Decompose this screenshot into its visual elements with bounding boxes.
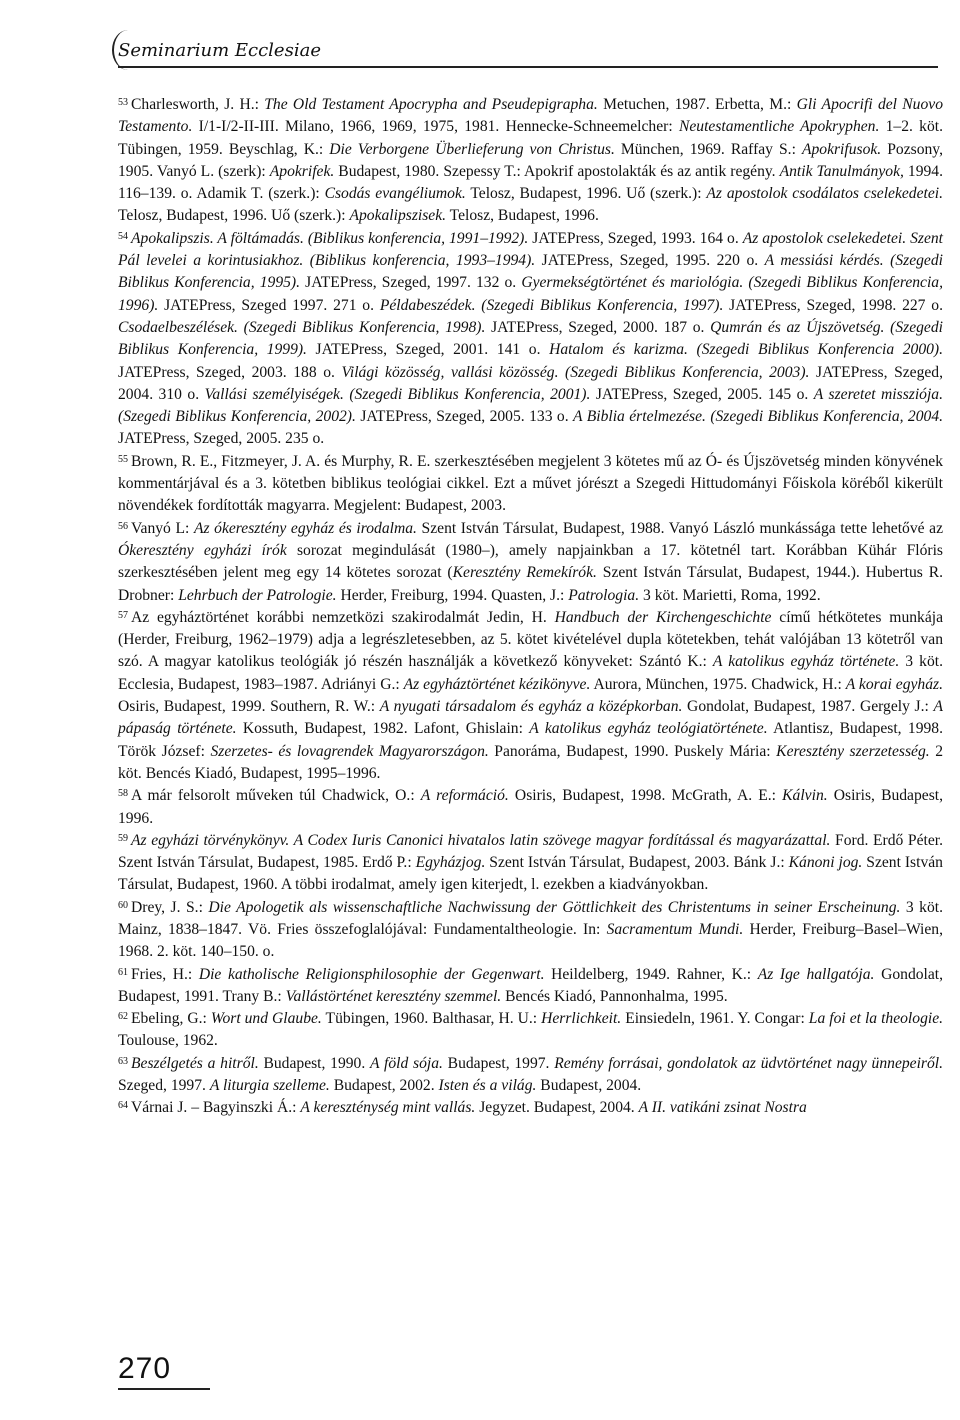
footnote-italic-text: A nyugati társadalom és egyház a középkorban. bbox=[379, 698, 683, 716]
footnote-italic-text: Apokrifek. bbox=[269, 162, 335, 180]
footnote-text: Budapest, 2004. bbox=[536, 1077, 642, 1095]
footnote-text: 3 köt. Mainz, 1838–1847. Vö. Fries összefoglalójával: Fundamentaltheologie. In: bbox=[118, 898, 944, 938]
footnote-text: 1–2. köt. Tübingen, 1959. Beyschlag, K.: bbox=[118, 118, 943, 158]
footnote-text: Budapest, 1980. Szepessy T.: Apokrif apostolakták és az antik regény. bbox=[334, 162, 780, 180]
footnote-text: JATEPress, Szeged, 2005. 145 o. bbox=[590, 385, 814, 403]
footnote-italic-text: Az ókeresztény egyház és irodalma. bbox=[193, 519, 417, 537]
footnote-italic-text: Keresztény Remekírók. bbox=[452, 564, 597, 582]
footnote-italic-text: Csodás evangéliumok. bbox=[324, 185, 466, 203]
footnote-italic-text: Remény forrásai, gondolatok az üdvtörténet nagy ünnepeiről. bbox=[554, 1054, 944, 1072]
footnote-text: Az egyháztörténet korábbi nemzetközi szakirodalmát Jedin, H. bbox=[131, 608, 555, 626]
footnote-55 bbox=[118, 451, 943, 518]
footnote-text: Ebeling, G.: bbox=[131, 1010, 211, 1028]
footnote-italic-text: Apokalipszis. A föltámadás. (Biblikus konferencia, 1991–1992). bbox=[131, 229, 529, 247]
footnote-text: Toulouse, 1962. bbox=[118, 1032, 218, 1050]
footnote-italic-text: A II. vatikáni zsinat Nostra bbox=[638, 1099, 807, 1117]
footnote-text: Telosz, Budapest, 1996. bbox=[446, 207, 599, 225]
footnote-text: Charlesworth, J. H.: bbox=[131, 96, 265, 113]
footnote-text: Telosz, Budapest, 1996. Uő (szerk.): bbox=[465, 185, 707, 203]
footnote-italic-text: La foi et la theologie. bbox=[808, 1010, 944, 1028]
footnote-text: 3 köt. Ecclesia, Budapest, 1983–1987. Adriányi G.: bbox=[118, 653, 943, 693]
footnote-text: Tübingen, 1960. Balthasar, H. U.: bbox=[321, 1010, 542, 1028]
footnote-italic-text: Lehrbuch der Patrologie. bbox=[178, 586, 337, 604]
footnote-number: 61 bbox=[118, 966, 128, 978]
footnote-56 bbox=[118, 518, 943, 607]
footnote-italic-text: Az egyháztörténet kézikönyve. bbox=[403, 675, 591, 693]
footnote-italic-text: Keresztény szerzetesség. bbox=[776, 742, 930, 760]
footnote-italic-text: Die Verborgene Überlieferung von Christus. bbox=[329, 140, 615, 158]
footnote-text: JATEPress, Szeged, 2004. 310 o. bbox=[118, 363, 943, 403]
footnote-italic-text: Beszélgetés a hitről. bbox=[131, 1054, 259, 1072]
footnote-text: Osiris, Budapest, 1998. McGrath, A. E.: bbox=[508, 787, 783, 805]
footnote-italic-text: Patrologia. bbox=[568, 586, 640, 604]
footnote-text: Einsiedeln, 1961. Y. Congar: bbox=[621, 1010, 809, 1028]
footnote-text: Herder, Freiburg, 1994. Quasten, J.: bbox=[336, 586, 569, 604]
footnote-italic-text: Sacramentum Mundi. bbox=[606, 920, 744, 938]
footnote-text: Szent István Társulat, Budapest, 1960. A többi irodalmat, amely igen kiterjedt, l. ezekben a kiadványokban. bbox=[118, 854, 943, 894]
footnote-number: 64 bbox=[118, 1100, 128, 1112]
footnote-italic-text: Vallástörténet keresztény szemmel. bbox=[285, 987, 502, 1005]
running-header bbox=[118, 26, 938, 72]
footnote-text: Szent István Társulat, Budapest, 1988. Vanyó László munkássága tette lehetővé az bbox=[416, 519, 944, 537]
footnote-text: Pozsony, 1905. Vanyó L. (szerk): bbox=[118, 140, 943, 180]
footnote-italic-text: A föld sója. bbox=[370, 1054, 443, 1072]
footnote-italic-text: Egyházjog. bbox=[415, 854, 486, 872]
footnote-text: Metuchen, 1987. Erbetta, M.: bbox=[597, 96, 797, 113]
footnote-italic-text: Hatalom és karizma. (Szegedi Biblikus Konferencia 2000). bbox=[549, 341, 944, 359]
footnote-text: 1994. 116–139. o. Adamik T. (szerk.): bbox=[118, 162, 943, 203]
footnote-text: JATEPress, Szeged, 2005. 235 o. bbox=[118, 430, 325, 448]
footnote-text: I/1-I/2-II-III. Milano, 1966, 1969, 1975, 1981. Hennecke-Schneemelcher: bbox=[192, 118, 679, 136]
footnote-text: Budapest, 1997. bbox=[442, 1054, 555, 1072]
footnote-italic-text: A katolikus egyház teológiatörténete. bbox=[529, 720, 768, 738]
footnote-text: Szent István Társulat, Budapest, 2003. Bánk J.: bbox=[485, 854, 789, 872]
footnote-text: A már felsorolt műveken túl Chadwick, O.: bbox=[131, 787, 421, 805]
footnote-text: sorozat megindulását (1980–), amely napjainkban a 17. kötetnél tart. Korábban Kühár Flóris szerkesztésében jelent meg egy 14 kötetes sorozat ( bbox=[118, 541, 943, 582]
footnote-text: Fries, H.: bbox=[131, 965, 199, 983]
footnote-italic-text: A katolikus egyház története. bbox=[712, 653, 900, 671]
footnote-italic-text: A kereszténység mint vallás. bbox=[300, 1099, 476, 1117]
footnote-italic-text: Az Ige hallgatója. bbox=[757, 965, 875, 983]
footnote-text: Jegyzet. Budapest, 2004. bbox=[475, 1099, 639, 1117]
footnote-text: Drey, J. S.: bbox=[131, 898, 209, 916]
footnote-number: 60 bbox=[118, 899, 128, 911]
footnote-italic-text: Az apostolok csodálatos cselekedetei. bbox=[706, 185, 944, 203]
footnote-text: JATEPress, Szeged, 2005. 133 o. bbox=[355, 408, 574, 426]
footnotes-block bbox=[118, 94, 943, 1120]
footnote-italic-text: Qumrán és az Újszövetség. (Szegedi Biblikus Konferencia, 1999). bbox=[118, 318, 943, 359]
footnote-text: Panoráma, Budapest, 1990. Puskely Mária: bbox=[488, 742, 777, 760]
footnote-text: Bencés Kiadó, Pannonhalma, 1995. bbox=[501, 987, 728, 1005]
footnote-text: Ford. Erdő Péter. Szent István Társulat, Budapest, 1985. Erdő P.: bbox=[118, 831, 943, 872]
footnote-text: Budapest, 1990. bbox=[258, 1054, 371, 1072]
footnote-italic-text: Gli Apocrifi del Nuovo Testamento. bbox=[118, 96, 943, 136]
footnote-61 bbox=[118, 964, 943, 1009]
footnote-italic-text: Gyermekségtörténet és mariológia. (Szegedi Biblikus Konferencia, 1996). bbox=[118, 274, 943, 314]
page-number-rule bbox=[118, 1388, 210, 1390]
footnote-number: 58 bbox=[118, 788, 128, 800]
footnote-text: Osiris, Budapest, 1996. bbox=[118, 787, 943, 827]
footnote-text: JATEPress, Szeged, 1997. 132 o. bbox=[300, 274, 522, 292]
footnote-text: Szent István Társulat, Budapest, 1944.). Hubertus R. Drobner: bbox=[118, 564, 943, 604]
footnote-text: Osiris, Budapest, 1999. Southern, R. W.: bbox=[118, 698, 380, 716]
footnote-number: 57 bbox=[118, 609, 128, 621]
footnote-italic-text: Ókeresztény egyházi írók bbox=[118, 541, 287, 559]
footnote-57 bbox=[118, 607, 943, 785]
footnote-italic-text: Neutestamentliche Apokryphen. bbox=[678, 118, 880, 136]
footnote-text: 2 köt. Bencés Kiadó, Budapest, 1995–1996. bbox=[118, 742, 943, 782]
footnote-text: Szeged, 1997. bbox=[118, 1077, 210, 1095]
footnote-54 bbox=[118, 228, 943, 451]
header-rule bbox=[118, 66, 938, 68]
footnote-number: 63 bbox=[118, 1055, 128, 1067]
footnote-64 bbox=[118, 1097, 943, 1119]
footnote-53 bbox=[118, 94, 943, 228]
footnote-text: Gondolat, Budapest, 1987. Gergely J.: bbox=[682, 698, 934, 716]
footnote-italic-text: Csodaelbeszélések. (Szegedi Biblikus Konferencia, 1998). bbox=[118, 318, 486, 336]
footnote-italic-text: Vallási személyiségek. (Szegedi Biblikus Konferencia, 2001). bbox=[204, 385, 591, 403]
footnote-italic-text: A liturgia szelleme. bbox=[209, 1077, 330, 1095]
footnote-italic-text: Die Apologetik als wissenschaftliche Nachwissung der Göttlichkeit des Christentums in seiner Erscheinung. bbox=[208, 898, 901, 916]
footnote-italic-text: Apokalipszisek. bbox=[349, 207, 447, 225]
footnote-text: Aurora, München, 1975. Chadwick, H.: bbox=[590, 675, 846, 693]
footnote-59 bbox=[118, 830, 943, 897]
footnote-italic-text: Kánoni jog. bbox=[788, 854, 863, 872]
footnote-63 bbox=[118, 1053, 943, 1098]
footnote-italic-text: Az apostolok cselekedetei. Szent Pál levelei a korintusiakhoz. (Biblikus konferencia, 1993–1994). bbox=[118, 229, 944, 270]
footnote-text: JATEPress, Szeged, 1998. 227 o. bbox=[723, 296, 943, 314]
footnote-number: 55 bbox=[118, 453, 128, 465]
footnote-italic-text: Die katholische Religionsphilosophie der Gegenwart. bbox=[198, 965, 545, 983]
footnote-italic-text: Példabeszédek. (Szegedi Biblikus Konferencia, 1997). bbox=[379, 296, 724, 314]
footnote-italic-text: A korai egyház. bbox=[845, 675, 943, 693]
footnote-italic-text: Az egyházi törvénykönyv. A Codex Iuris Canonici hivatalos latin szövege magyar fordítással és magyarázattal. bbox=[131, 831, 831, 849]
footnote-58 bbox=[118, 785, 943, 830]
footnote-text: Várnai J. – Bagyinszki Á.: bbox=[131, 1099, 301, 1117]
footnote-text: München, 1969. Raffay S.: bbox=[614, 140, 802, 158]
footnote-italic-text: Wort und Glaube. bbox=[210, 1010, 322, 1028]
footnote-italic-text: A pápaság története. bbox=[118, 698, 944, 738]
footnote-number: 54 bbox=[118, 230, 128, 242]
footnote-text: Heildelberg, 1949. Rahner, K.: bbox=[544, 965, 758, 983]
page-number: 270 bbox=[118, 1352, 172, 1385]
footnote-text: JATEPress, Szeged, 2000. 187 o. bbox=[485, 318, 711, 336]
footnote-text: JATEPress, Szeged, 1995. 220 o. bbox=[535, 252, 765, 270]
footnote-text: Herder, Freiburg–Basel–Wien, 1968. 2. köt. 140–150. o. bbox=[118, 920, 943, 961]
footnote-number: 62 bbox=[118, 1011, 128, 1023]
footnote-60 bbox=[118, 897, 943, 964]
footnote-italic-text: Herrlichkeit. bbox=[541, 1010, 622, 1028]
footnote-text: Kossuth, Budapest, 1982. Lafont, Ghislain: bbox=[236, 720, 530, 738]
footnote-text: JATEPress, Szeged 1997. 271 o. bbox=[158, 296, 380, 314]
footnote-italic-text: A szeretet missziója. (Szegedi Biblikus Konferencia, 2002). bbox=[118, 385, 943, 426]
footnote-italic-text: A reformáció. bbox=[420, 787, 509, 805]
journal-name: Seminarium Ecclesiae bbox=[118, 40, 321, 61]
footnote-62 bbox=[118, 1008, 943, 1053]
footnote-text: Vanyó L: bbox=[131, 519, 194, 537]
footnote-italic-text: A messiási kérdés. (Szegedi Biblikus Konferencia, 1995). bbox=[118, 252, 943, 292]
footnote-italic-text: Apokrifusok. bbox=[801, 140, 882, 158]
footnote-italic-text: Isten és a világ. bbox=[438, 1077, 537, 1095]
footnote-text: Gondolat, Budapest, 1991. Trany B.: bbox=[118, 965, 944, 1005]
footnote-text: Telosz, Budapest, 1996. Uő (szerk.): bbox=[118, 207, 350, 225]
footnote-italic-text: Szerzetes- és lovagrendek Magyarországon. bbox=[210, 742, 489, 760]
footnote-text: című hétkötetes munkája (Herder, Freiburg, 1962–1979) adja a legrészletesebben, az 5. kötet kivételével dupla kötetekben, tehát valójában 13 kötetről van szó. A magyar katolikus teológiák jó részén használják a következő könyveket: Szántó K.: bbox=[118, 608, 944, 671]
footnote-text: Atlantisz, Budapest, 1998. Török József: bbox=[118, 720, 944, 760]
footnote-italic-text: Kálvin. bbox=[782, 787, 828, 805]
footnote-number: 53 bbox=[118, 97, 128, 108]
footnote-number: 56 bbox=[118, 520, 128, 532]
footnote-text: Budapest, 2002. bbox=[329, 1077, 439, 1095]
footnote-text: JATEPress, Szeged, 1993. 164 o. bbox=[528, 229, 743, 247]
footnote-italic-text: A Biblia értelmezése. (Szegedi Biblikus Konferencia, 2004. bbox=[573, 408, 944, 426]
footnote-text: 3 köt. Marietti, Roma, 1992. bbox=[639, 586, 821, 604]
footnote-text: JATEPress, Szeged, 2001. 141 o. bbox=[306, 341, 550, 359]
footnote-italic-text: Világi közösség, vallási közösség. (Szegedi Biblikus Konferencia, 2003). bbox=[341, 363, 810, 381]
footnote-italic-text: Handbuch der Kirchengeschichte bbox=[554, 608, 772, 626]
footnote-text: JATEPress, Szeged, 2003. 188 o. bbox=[118, 363, 342, 381]
footnote-italic-text: The Old Testament Apocrypha and Pseudepigrapha. bbox=[264, 96, 598, 113]
footnote-italic-text: Antik Tanulmányok, bbox=[779, 162, 904, 180]
footnote-text: Brown, R. E., Fitzmeyer, J. A. és Murphy, R. E. szerkesztésében megjelent 3 kötetes mű az Ó- és Újszövetség minden könyvének kommentárjával és a 3. kötetben biblikus teológiai cikkel. Ezt a művet jórészt a Szegedi Hittudományi Főiskola köréből kikerült növendékek fordították magyarra. Megjelent: Budapest, 2003. bbox=[118, 452, 943, 515]
footnote-number: 59 bbox=[118, 832, 128, 844]
